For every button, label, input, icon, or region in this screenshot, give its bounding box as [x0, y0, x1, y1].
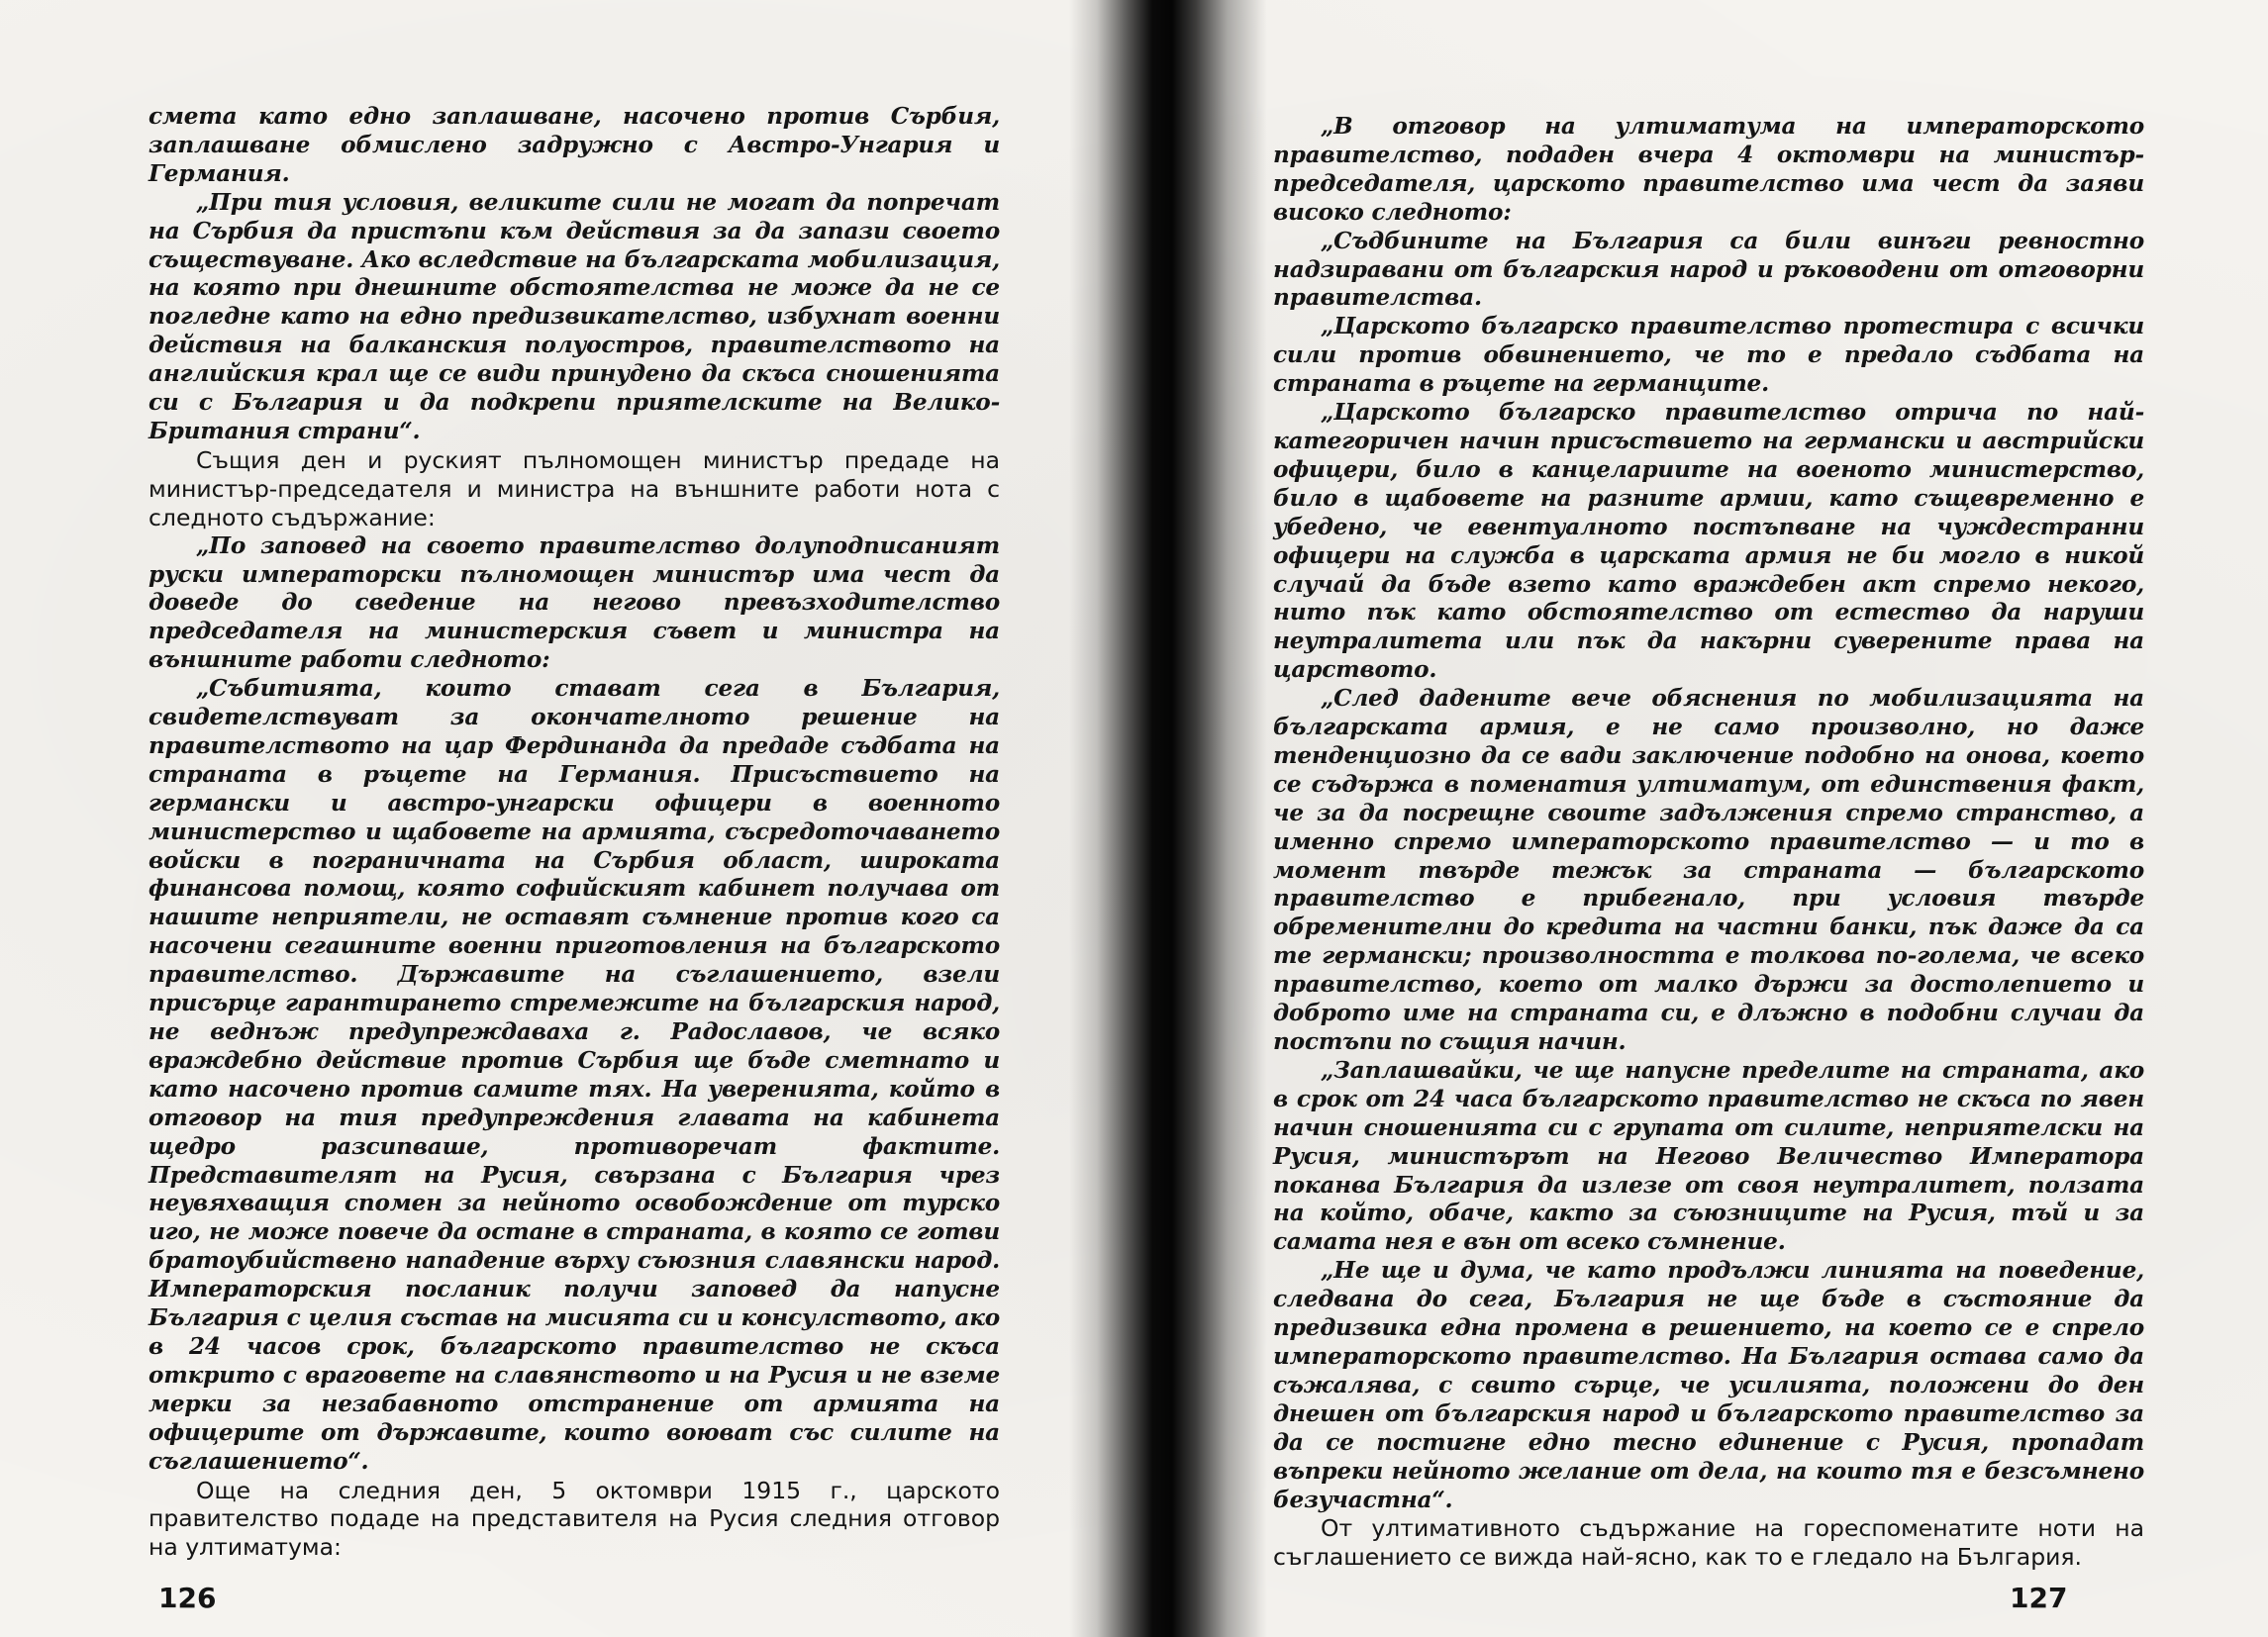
paragraph: „Не ще и дума, че като продължи линията на поведение, следвана до сега, България не ще бъде в състояние да предизвика една промена в решението, на което се е спрело императорското правителство. На България остава само да съжалява, с свито сърце, че усилията, положени до ден днешен от българския народ и българското правителство за да се постигне едно тесно единение с Русия, пропадат въпреки нейното желание от дела, на които тя е безсъмнено безучастна“. [1273, 1257, 2144, 1513]
paragraph: „Царското българско правителство протестира с всички сили против обвинението, че то е предало съдбата на страната в ръцете на германците. [1273, 313, 2144, 398]
paragraph: Същия ден и руският пълномощен министър предаде на министър-председателя и министра на външните работи нота с следното съдържание: [148, 445, 1000, 531]
paragraph: „Заплашвайки, че ще напусне пределите на страната, ако в срок от 24 часа българското правителство не скъса по явен начин сношенията си с групата от силите, неприятелски на Русия, министърът на Негово Величество Императора поканва България да излезе от своя неутралитет, ползата на който, обаче, както за съюзниците на Русия, тъй и за самата нея е вън от всеко съмнение. [1273, 1056, 2144, 1256]
left-page-text [148, 103, 1000, 1562]
paragraph: „В отговор на ултиматума на императорското правителство, подаден вчера 4 октомври на министър-председателя, царското правителство има чест да заяви високо следното: [1273, 113, 2144, 226]
paragraph: Още на следния ден, 5 октомври 1915 г., царското правителство подаде на представителя на Русия следния отговор на ултиматума: [148, 1476, 1000, 1562]
book-gutter-shadow [1069, 0, 1267, 1637]
paragraph: „По заповед на своето правителство долуподписаният руски императорски пълномощен министър има чест да доведе до сведение на негово превъзходителство председателя на министерския съвет и министра на външните работи следното: [148, 531, 1000, 674]
paragraph: „Царското българско правителство отрича по най-категоричен начин присъствието на германски и австрийски офицери, било в канцелариите на военото министерство, било в щабовете на разните армии, като същевременно е убедено, че евентуалното постъпване на чуждестранни офицери на служба в царската армия не би могло в никой случай да бъде взето като враждебен акт спремо некого, нито пък като обстоятелство от естество да наруши неутралитета или пък да накърни суверените права на царството. [1273, 399, 2144, 684]
right-page [1267, 0, 2268, 1637]
paragraph: От ултимативното съдържание на гореспоменатите ноти на съглашението се вижда най-ясно, как то е гледало на България. [1273, 1514, 2144, 1572]
page-number: 127 [2010, 1582, 2068, 1614]
paragraph: „При тия условия, великите сили не могат да попречат на Сърбия да пристъпи към действия за да запази своето съществуване. Ако вследствие на българската мобилизация, на която при днешните обстоятелства не може да не се погледне като на едно предизвикателство, избухнат военни действия на балканския полуостров, правителството на английския крал ще се види принудено да скъса сношенията си с България и да подкрепи приятелските на Велико-Британия страни“. [148, 188, 1000, 444]
page-number: 126 [158, 1582, 217, 1614]
right-page-text [1273, 113, 2144, 1572]
paragraph: „Съдбините на България са били винъги ревностно надзиравани от българския народ и ръководени от отговорни правителства. [1273, 227, 2144, 312]
paragraph: „Събитията, които стават сега в България, свидетелствуват за окончателното решение на правителството на цар Фердинанда да предаде съдбата на страната в ръцете на Германия. Присъствието на германски и австро-унгарски офицери в военното министерство и щабовете на армията, съсредоточаването войски в пограничната на Сърбия област, широката финансова помощ, която софийският кабинет получава от нашите неприятели, не оставят съмнение против кого са насочени сегашните военни приготовления на българското правителство. Държавите на съглашението, взели присърце гарантирането стремежите на българския народ, не веднъж предупреждаваха г. Радославов, че всяко враждебно действие против Сърбия ще бъде сметнато и като насочено против самите тях. На уверенията, който в отговор на тия предупреждения главата на кабинета щедро разсипваше, противоречат фактите. Представителят на Русия, свързана с България чрез неувяхващия спомен за нейното освобождение от турско иго, не може повече да остане в страната, в която се готви братоубийствено нападение върху съюзния славянски народ. Императорския посланик получи заповед да напусне България с целия състав на мисията си и консулството, ако в 24 часов срок, българското правителство не скъса открито с враговете на славянството и на Русия и не вземе мерки за незабавното отстранение от армията на офицерите от държавите, които воюват със силите на съглашението“. [148, 675, 1000, 1475]
left-page [0, 0, 1069, 1637]
paragraph: „След дадените вече обяснения по мобилизацията на българската армия, е не само произволно, но даже тенденциозно да се вади заключение подобно на онова, което се съдържа в поменатия ултиматум, от единствения факт, че за да посрещне своите задължения спремо странство, а именно спремо императорското правителство — и то в момент твърде тежък за страната — българското правителство е прибегнало, при условия твърде обременителни до кредита на частни банки, пък даже да са те германски; произволността е толкова по-голема, че всеко правителство, което от малко държи за достолепието и доброто име на страната си, е длъжно в подобни случаи да постъпи по същия начин. [1273, 685, 2144, 1055]
paragraph: смета като едно заплашване, насочено против Сърбия, заплашване обмислено задружно с Австро-Унгария и Германия. [148, 103, 1000, 187]
